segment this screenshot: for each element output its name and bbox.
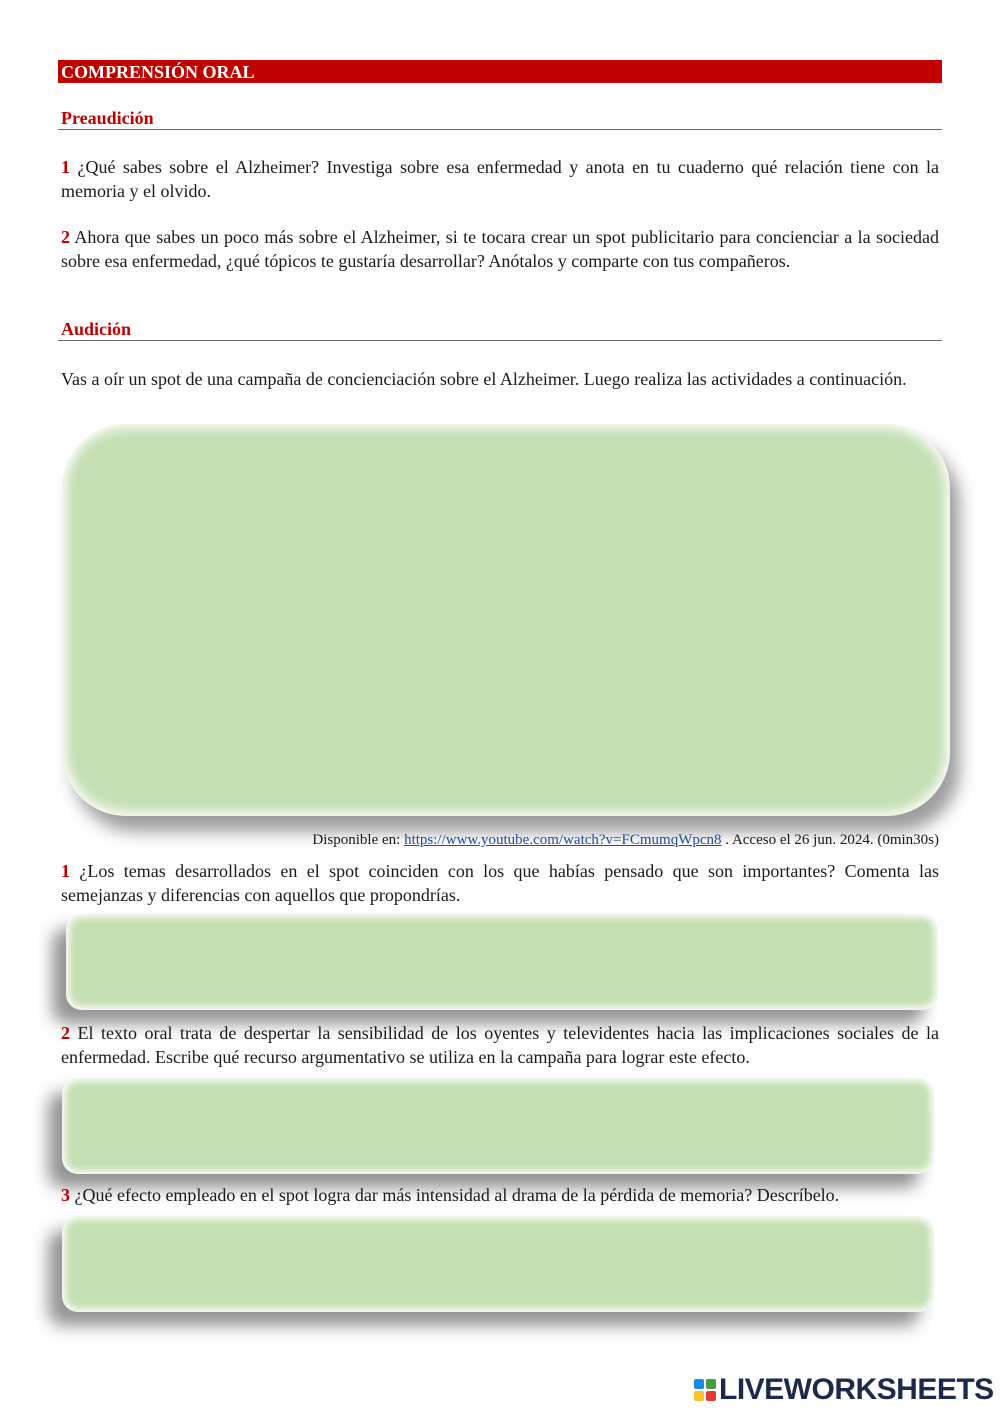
question-number: 2 xyxy=(61,1023,70,1043)
source-prefix: Disponible en: xyxy=(312,832,401,848)
answer-box-3[interactable] xyxy=(62,1216,934,1312)
logo-square-4 xyxy=(706,1391,716,1401)
answer-box-1[interactable] xyxy=(66,914,938,1010)
audicion-intro: Vas a oír un spot de una campaña de concienciación sobre el Alzheimer. Luego realiza las actividades a continuación. xyxy=(61,369,907,389)
question-number: 2 xyxy=(61,227,70,247)
logo-square-3 xyxy=(694,1391,704,1401)
question-number: 1 xyxy=(61,157,70,177)
question-text: ¿Qué efecto empleado en el spot logra dar más intensidad al drama de la pérdida de memoria? Descríbelo. xyxy=(74,1185,840,1205)
audicion-heading xyxy=(58,318,942,341)
answer-box-2[interactable] xyxy=(62,1078,934,1174)
question-number: 1 xyxy=(61,861,70,881)
liveworksheets-logo-text: LIVEWORKSHEETS xyxy=(719,1373,994,1406)
question-number: 3 xyxy=(61,1185,70,1205)
banner-title: COMPRENSIÓN ORAL xyxy=(61,62,255,82)
preaudicion-question-2 xyxy=(61,226,939,273)
audicion-heading-text: Audición xyxy=(61,319,132,339)
question-text: El texto oral trata de despertar la sensibilidad de los oyentes y televidentes hacia las implicaciones sociales de la enfermedad. Escribe qué recurso argumentativo se utiliza en la campaña para lograr este efecto. xyxy=(61,1023,940,1067)
question-text: ¿Los temas desarrollados en el spot coinciden con los que habías pensado que son importantes? Comenta las semejanzas y diferencias con aquellos que propondrías. xyxy=(61,861,940,905)
logo-square-1 xyxy=(694,1379,704,1389)
preaudicion-heading-text: Preaudición xyxy=(61,108,154,128)
preaudicion-question-1 xyxy=(61,156,939,203)
liveworksheets-logo-icon xyxy=(694,1379,716,1401)
video-source-citation xyxy=(312,830,939,850)
audicion-question-1 xyxy=(61,860,939,907)
question-text: ¿Qué sabes sobre el Alzheimer? Investiga sobre esa enfermedad y anota en tu cuaderno qué relación tiene con la memoria y el olvido. xyxy=(61,157,940,201)
video-player-area[interactable] xyxy=(62,424,950,816)
source-suffix: . Acceso el 26 jun. 2024. (0min30s) xyxy=(725,832,939,848)
audicion-question-2 xyxy=(61,1022,939,1069)
logo-square-2 xyxy=(706,1379,716,1389)
audicion-question-3 xyxy=(61,1184,939,1208)
question-text: Ahora que sabes un poco más sobre el Alzheimer, si te tocara crear un spot publicitario para concienciar a la sociedad sobre esa enfermedad, ¿qué tópicos te gustaría desarrollar? Anótalos y comparte con tus compañeros. xyxy=(61,227,939,271)
preaudicion-heading xyxy=(58,107,942,130)
video-link[interactable]: https://www.youtube.com/watch?v=FCmumqWpcn8 xyxy=(404,832,722,848)
section-banner xyxy=(58,60,942,83)
liveworksheets-logo xyxy=(694,1375,994,1405)
